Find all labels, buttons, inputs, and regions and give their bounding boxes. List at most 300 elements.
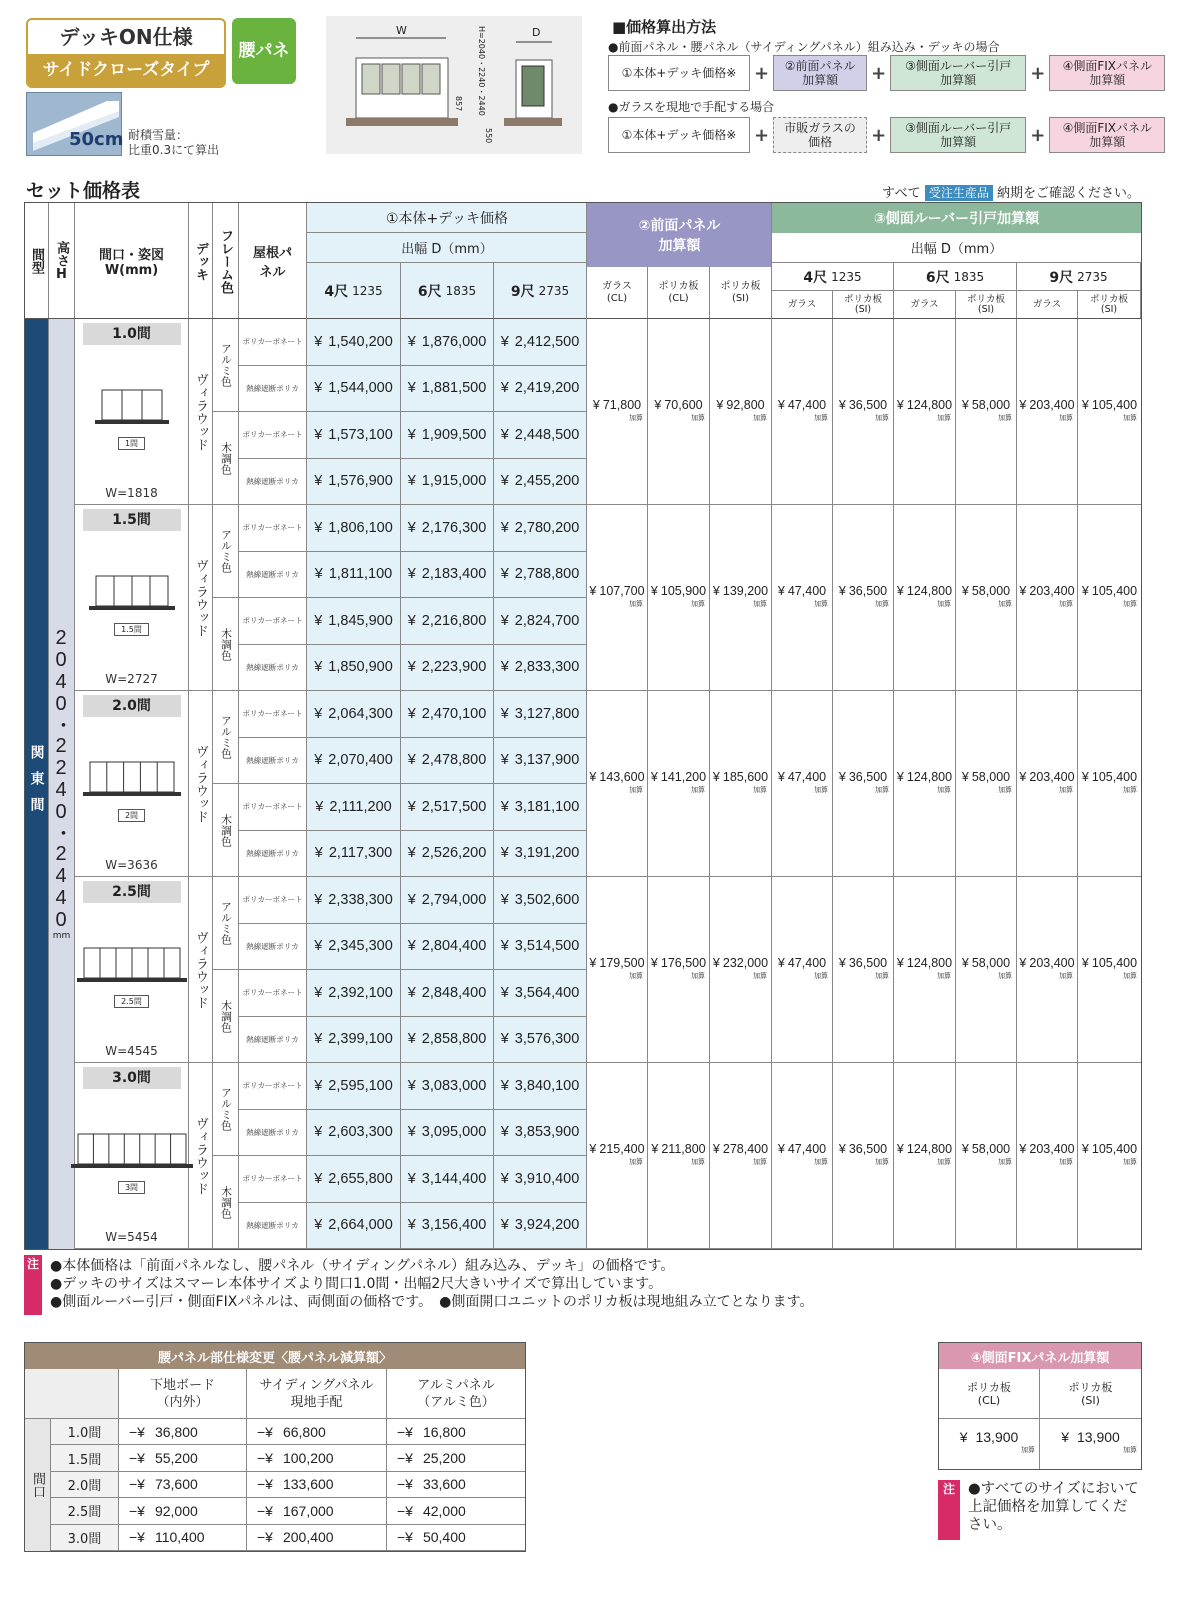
kasan-label: 加算 [998, 1158, 1012, 1166]
koshi-value [387, 1472, 525, 1498]
koshi-amount: 33,600 [422, 1476, 466, 1493]
add-value: 185,600 [722, 769, 769, 784]
add-row [589, 771, 644, 784]
size-cell [75, 319, 189, 505]
add-value: 203,400 [1029, 955, 1075, 970]
price-value: 2,183,400 [421, 566, 487, 583]
elevation-drawing [326, 16, 582, 154]
kasan-label: 加算 [998, 972, 1012, 980]
calc-case2: ●ガラスを現地で手配する場合 [608, 100, 775, 114]
add-value: 36,500 [848, 1141, 888, 1156]
koshi-size: 1.0間 [51, 1419, 119, 1445]
yen-sign: ¥ [1019, 1141, 1027, 1156]
price-value: 3,924,200 [514, 1217, 580, 1234]
calc-box-glass: 市販ガラスの 価格 [773, 117, 867, 153]
main-price [307, 645, 401, 692]
add-value: 215,400 [599, 1141, 645, 1156]
add-row [651, 1143, 705, 1156]
main-price [307, 319, 401, 366]
louver-add [833, 319, 894, 505]
yen-sign: ¥ [1081, 1141, 1089, 1156]
yen-sign: ¥ [500, 426, 509, 443]
kasan-label: 加算 [1021, 1447, 1035, 1454]
add-row [713, 957, 768, 970]
size-label: 3.0間 [83, 1067, 181, 1089]
kasan-label: 加算 [1123, 600, 1137, 608]
louver-add [1017, 691, 1078, 877]
roof-type: 熱線遮断ポリカ [239, 1017, 307, 1064]
roof-header: 屋根パネル [239, 203, 307, 319]
kasan-label: 加算 [629, 786, 643, 794]
louver-group-header: ③側面ルーバー引戸加算額 [772, 203, 1141, 233]
louver-size-header [894, 263, 1017, 291]
calc-case1: ●前面パネル・腰パネル（サイディングパネル）組み込み・デッキの場合 [608, 40, 1000, 54]
front-add [710, 505, 772, 691]
add-row [897, 1143, 952, 1156]
louver-add [833, 691, 894, 877]
add-row [589, 1143, 644, 1156]
koshi-col-header: サイディングパネル 現地手配 [247, 1369, 387, 1419]
louver-size-header [1017, 263, 1141, 291]
confirm-pre: すべて [881, 186, 921, 201]
minus-yen: −¥ [397, 1476, 413, 1493]
spec-subtitle: サイドクローズタイプ [28, 54, 224, 86]
main-price [307, 784, 401, 831]
koshi-value [119, 1498, 247, 1524]
frame-color: アルミ色 [213, 319, 239, 412]
main-price [307, 505, 401, 552]
main-price [494, 738, 587, 785]
koshi-value [247, 1419, 387, 1445]
snow-note-line1: 耐積雪量： [128, 128, 189, 142]
add-row [713, 771, 768, 784]
main-price [494, 319, 587, 366]
mm: 1835 [445, 284, 477, 298]
roof-type: 熱線遮断ポリカ [239, 645, 307, 692]
add-value: 36,500 [848, 769, 888, 784]
plus-sign: + [871, 62, 887, 84]
yen-sign: ¥ [407, 659, 416, 676]
roof-type: 熱線遮断ポリカ [239, 924, 307, 971]
add-value: 105,400 [1091, 955, 1138, 970]
yen-sign: ¥ [654, 397, 662, 412]
kasan-label: 加算 [875, 786, 889, 794]
koshi-value [119, 1525, 247, 1551]
price-value: 3,502,600 [514, 891, 580, 908]
yen-sign: ¥ [961, 583, 969, 598]
add-row [897, 399, 952, 412]
note2-mark: 注 [938, 1480, 960, 1540]
louver-add [956, 1063, 1017, 1249]
frame-color: アルミ色 [213, 505, 239, 598]
add-row [651, 585, 706, 598]
louver-sub-header: ポリカ板 (SI) [1078, 291, 1141, 319]
figure-wrap [83, 754, 181, 822]
calc-box-main: ①本体+デッキ価格※ [608, 55, 750, 91]
add-row [1019, 957, 1074, 970]
deck-value: ヴィラウッド [189, 505, 213, 691]
yen-sign: ¥ [500, 519, 509, 536]
main-price [307, 1017, 401, 1064]
koshi-panel-badge: 腰パネル [232, 18, 296, 84]
yen-sign: ¥ [959, 1429, 968, 1445]
main-price [307, 1110, 401, 1157]
yen-sign: ¥ [500, 798, 509, 815]
add-value: 58,000 [971, 1141, 1011, 1156]
note-line: ●本体価格は「前面パネルなし、腰パネル（サイディングパネル）組み込み、デッキ」の価格です。 [50, 1258, 675, 1274]
yen-sign: ¥ [712, 955, 720, 970]
add-value: 92,800 [726, 397, 765, 412]
koshi-value [247, 1445, 387, 1471]
front-col-header: ガラス (CL) [587, 267, 648, 319]
main-price [494, 924, 587, 971]
kasan-label: 加算 [691, 972, 705, 980]
add-value: 105,400 [1091, 769, 1138, 784]
add-row [1019, 399, 1074, 412]
yen-sign: ¥ [1081, 397, 1089, 412]
price-value: 3,156,400 [421, 1217, 487, 1234]
height-unit: mm [52, 931, 71, 941]
main-price [401, 877, 494, 924]
frame-color: 木調色 [213, 412, 239, 505]
minus-yen: −¥ [257, 1423, 273, 1440]
note-mark: 注 [24, 1255, 42, 1315]
koshi-value [387, 1525, 525, 1551]
main-price [494, 459, 587, 506]
main-price [401, 598, 494, 645]
calc-formula-1 [608, 55, 1165, 91]
price-value: 1,576,900 [328, 473, 393, 490]
yen-sign: ¥ [500, 752, 509, 769]
yen-sign: ¥ [314, 984, 323, 1001]
add-value: 36,500 [848, 583, 888, 598]
roof-type: 熱線遮断ポリカ [239, 738, 307, 785]
price-value: 3,840,100 [514, 1077, 580, 1094]
drawing-d-label: D [532, 26, 541, 39]
spec-title: デッキON仕様 [59, 25, 193, 49]
size-label: 2.5間 [83, 881, 181, 903]
yen-sign: ¥ [407, 938, 416, 955]
add-row [713, 1143, 768, 1156]
front-add [648, 319, 710, 505]
mm: 1835 [953, 269, 985, 284]
price-value: 1,811,100 [328, 566, 393, 583]
koshi-amount: 36,800 [154, 1423, 198, 1440]
price-value: 2,419,200 [514, 380, 580, 397]
add-row [651, 957, 706, 970]
roof-type: 熱線遮断ポリカ [239, 459, 307, 506]
yen-sign: ¥ [315, 798, 324, 815]
price-value: 2,223,900 [421, 659, 487, 676]
width-label: W=2727 [105, 672, 158, 686]
yen-sign: ¥ [500, 891, 509, 908]
koshi-row-header: 間口 [25, 1419, 51, 1551]
main-price [401, 366, 494, 413]
koshi-corner [25, 1369, 119, 1419]
add-value: 70,600 [664, 397, 703, 412]
koshi-amount: 133,600 [282, 1476, 334, 1493]
koshi-amount: 66,800 [282, 1423, 326, 1440]
add-row [589, 585, 644, 598]
height-value-cell [49, 319, 75, 1249]
yen-sign: ¥ [500, 612, 509, 629]
plus-sign: + [871, 124, 887, 146]
price-value: 2,517,500 [421, 798, 487, 815]
calc-formula-2 [608, 117, 1165, 153]
kasan-label: 加算 [998, 600, 1012, 608]
kasan-label: 加算 [1123, 1158, 1137, 1166]
front-add [648, 1063, 710, 1249]
yen-sign: ¥ [650, 769, 658, 784]
main-price [307, 552, 401, 599]
front-group-header: ②前面パネル 加算額 [587, 203, 772, 267]
koshi-size: 2.0間 [51, 1472, 119, 1498]
yen-sign: ¥ [314, 566, 323, 583]
roof-type: ポリカーボネート [239, 970, 307, 1017]
louver-sub-header: ポリカ板 (SI) [833, 291, 894, 319]
add-value: 203,400 [1029, 583, 1075, 598]
add-row [778, 399, 826, 412]
add-value: 179,500 [599, 955, 645, 970]
main-price [307, 877, 401, 924]
deck-value: ヴィラウッド [189, 691, 213, 877]
kasan-label: 加算 [1059, 786, 1073, 794]
size-label: 1.5間 [83, 509, 181, 531]
main-price [307, 412, 401, 459]
louver-add [956, 319, 1017, 505]
louver-add [833, 505, 894, 691]
main-price [401, 1156, 494, 1203]
minus-yen: −¥ [129, 1502, 145, 1519]
louver-add [956, 691, 1017, 877]
koshi-table-title: 腰パネル部仕様変更〈腰パネル減算額〉 [25, 1343, 525, 1369]
add-value: 105,400 [1091, 583, 1138, 598]
mm: 1235 [831, 269, 862, 284]
kasan-label: 加算 [814, 786, 828, 794]
yen-sign: ¥ [314, 659, 323, 676]
yen-sign: ¥ [500, 1124, 509, 1141]
price-value: 2,455,200 [514, 473, 580, 490]
yen-sign: ¥ [314, 473, 323, 490]
yen-sign: ¥ [712, 583, 720, 598]
price-value: 2,664,000 [328, 1217, 393, 1234]
madokata-value: 関東間 [25, 319, 49, 1249]
figure-label: 1.5間 [114, 623, 149, 636]
yen-sign: ¥ [500, 845, 509, 862]
main-price [401, 459, 494, 506]
kasan-label: 加算 [691, 414, 705, 422]
add-value: 278,400 [722, 1141, 769, 1156]
main-price [401, 319, 494, 366]
koshi-value [119, 1419, 247, 1445]
width-label: W=4545 [105, 1044, 158, 1058]
minus-yen: −¥ [397, 1529, 413, 1546]
yen-sign: ¥ [407, 891, 416, 908]
roof-type: 熱線遮断ポリカ [239, 831, 307, 878]
louver-add [894, 691, 956, 877]
figure-label: 2.5間 [114, 995, 149, 1008]
price-value: 3,127,800 [514, 705, 580, 722]
yen-sign: ¥ [314, 519, 323, 536]
add-row [1082, 1143, 1137, 1156]
add-row [1082, 585, 1137, 598]
yen-sign: ¥ [961, 769, 969, 784]
price-value: 1,544,000 [328, 380, 393, 397]
size-cell [75, 691, 189, 877]
main-price [401, 831, 494, 878]
shaku: 4尺 [803, 269, 828, 286]
price-value: 2,117,300 [328, 845, 393, 862]
yen-sign: ¥ [407, 519, 416, 536]
roof-type: 熱線遮断ポリカ [239, 366, 307, 413]
yen-sign: ¥ [314, 705, 323, 722]
frame-color: 木調色 [213, 784, 239, 877]
calc-box-louver: ③側面ルーバー引戸 加算額 [890, 55, 1026, 91]
yen-sign: ¥ [651, 1141, 659, 1156]
main-price [494, 1156, 587, 1203]
yen-sign: ¥ [500, 473, 509, 490]
louver-sub-header: ポリカ板 (SI) [956, 291, 1017, 319]
frame-color: アルミ色 [213, 691, 239, 784]
deck-value: ヴィラウッド [189, 1063, 213, 1249]
kasan-label: 加算 [1123, 414, 1137, 422]
yen-sign: ¥ [896, 583, 904, 598]
front-add [587, 505, 648, 691]
add-value: 47,400 [787, 397, 827, 412]
madokata-header: 間型 [25, 203, 49, 319]
note2-text: ●すべてのサイズにおいて上記価格を加算してください。 [968, 1481, 1139, 1533]
louver-add [894, 319, 956, 505]
add-value: 105,900 [660, 583, 707, 598]
yen-sign: ¥ [407, 1124, 416, 1141]
koshi-amount: 55,200 [154, 1450, 198, 1467]
minus-yen: −¥ [257, 1476, 273, 1493]
louver-add [894, 877, 956, 1063]
calc-box-front: ②前面パネル 加算額 [773, 55, 867, 91]
yen-sign: ¥ [314, 1170, 323, 1187]
koshi-value [247, 1498, 387, 1524]
main-price [307, 831, 401, 878]
figure-label: 1間 [118, 437, 145, 450]
roof-type: 熱線遮断ポリカ [239, 1110, 307, 1157]
louver-add [1078, 1063, 1141, 1249]
price-value: 2,655,800 [328, 1170, 393, 1187]
koshi-amount: 92,000 [154, 1502, 198, 1519]
koshi-amount: 73,600 [154, 1476, 198, 1493]
main-price [401, 970, 494, 1017]
yen-sign: ¥ [500, 1170, 509, 1187]
main-price [307, 970, 401, 1017]
add-row [839, 1143, 887, 1156]
snow-load-icon [26, 92, 122, 156]
front-add [710, 877, 772, 1063]
height-value: 2040・2240・2440 [50, 627, 72, 931]
add-row [589, 957, 644, 970]
koshi-col-header: アルミパネル （アルミ色） [387, 1369, 525, 1419]
yen-sign: ¥ [407, 426, 416, 443]
add-row [962, 399, 1010, 412]
add-value: 211,800 [661, 1141, 706, 1156]
add-row [839, 957, 887, 970]
yen-sign: ¥ [314, 333, 323, 350]
main-price [401, 1203, 494, 1250]
fix-col-header: ポリカ板 (SI) [1040, 1369, 1141, 1419]
main-price [401, 691, 494, 738]
yen-sign: ¥ [838, 583, 846, 598]
figure-wrap [95, 382, 169, 450]
yen-sign: ¥ [589, 583, 597, 598]
main-price [401, 645, 494, 692]
yen-sign: ¥ [777, 1141, 785, 1156]
kasan-label: 加算 [998, 414, 1012, 422]
kasan-label: 加算 [629, 972, 643, 980]
louver-sub-header: ガラス [894, 291, 956, 319]
main-price [494, 552, 587, 599]
add-value: 203,400 [1029, 1141, 1075, 1156]
size-label: 1.0間 [83, 323, 181, 345]
main-price [307, 1203, 401, 1250]
louver-add [772, 877, 833, 1063]
yen-sign: ¥ [407, 752, 416, 769]
kasan-label: 加算 [1059, 414, 1073, 422]
add-row [1019, 585, 1074, 598]
yen-sign: ¥ [314, 1077, 323, 1094]
yen-sign: ¥ [407, 566, 416, 583]
yen-sign: ¥ [314, 752, 323, 769]
roof-type: 熱線遮断ポリカ [239, 552, 307, 599]
minus-yen: −¥ [257, 1529, 273, 1546]
roof-type: ポリカーボネート [239, 412, 307, 459]
front-add [587, 319, 648, 505]
add-value: 124,800 [906, 1141, 953, 1156]
koshi-col-header: 下地ボード （内外） [119, 1369, 247, 1419]
add-row [713, 585, 768, 598]
louver-add [1017, 505, 1078, 691]
main-price [494, 1110, 587, 1157]
louver-add [1017, 1063, 1078, 1249]
koshi-value [119, 1445, 247, 1471]
kasan-label: 加算 [937, 1158, 951, 1166]
confirm-note [882, 182, 1140, 201]
price-value: 2,345,300 [328, 938, 393, 955]
fix-amount: 13,900 [975, 1429, 1019, 1445]
width-label: W=1818 [105, 486, 158, 500]
price-value: 2,833,300 [514, 659, 580, 676]
add-value: 176,500 [660, 955, 707, 970]
fix-value [1040, 1419, 1141, 1469]
kasan-label: 加算 [937, 972, 951, 980]
price-value: 2,780,200 [514, 519, 580, 536]
kasan-label: 加算 [814, 972, 828, 980]
main-price [494, 1017, 587, 1064]
roof-type: ポリカーボネート [239, 784, 307, 831]
yen-sign: ¥ [1081, 769, 1089, 784]
yen-sign: ¥ [407, 984, 416, 1001]
yen-sign: ¥ [777, 769, 785, 784]
koshi-value [387, 1419, 525, 1445]
size-cell [75, 877, 189, 1063]
yen-sign: ¥ [589, 769, 597, 784]
deck-value: ヴィラウッド [189, 319, 213, 505]
yen-sign: ¥ [896, 955, 904, 970]
kasan-label: 加算 [691, 1158, 705, 1166]
yen-sign: ¥ [407, 845, 416, 862]
yen-sign: ¥ [1081, 583, 1089, 598]
price-value: 3,181,100 [514, 798, 580, 815]
sunroom-figure [95, 382, 169, 437]
koshi-amount: 42,000 [422, 1502, 466, 1519]
yen-sign: ¥ [592, 397, 600, 412]
